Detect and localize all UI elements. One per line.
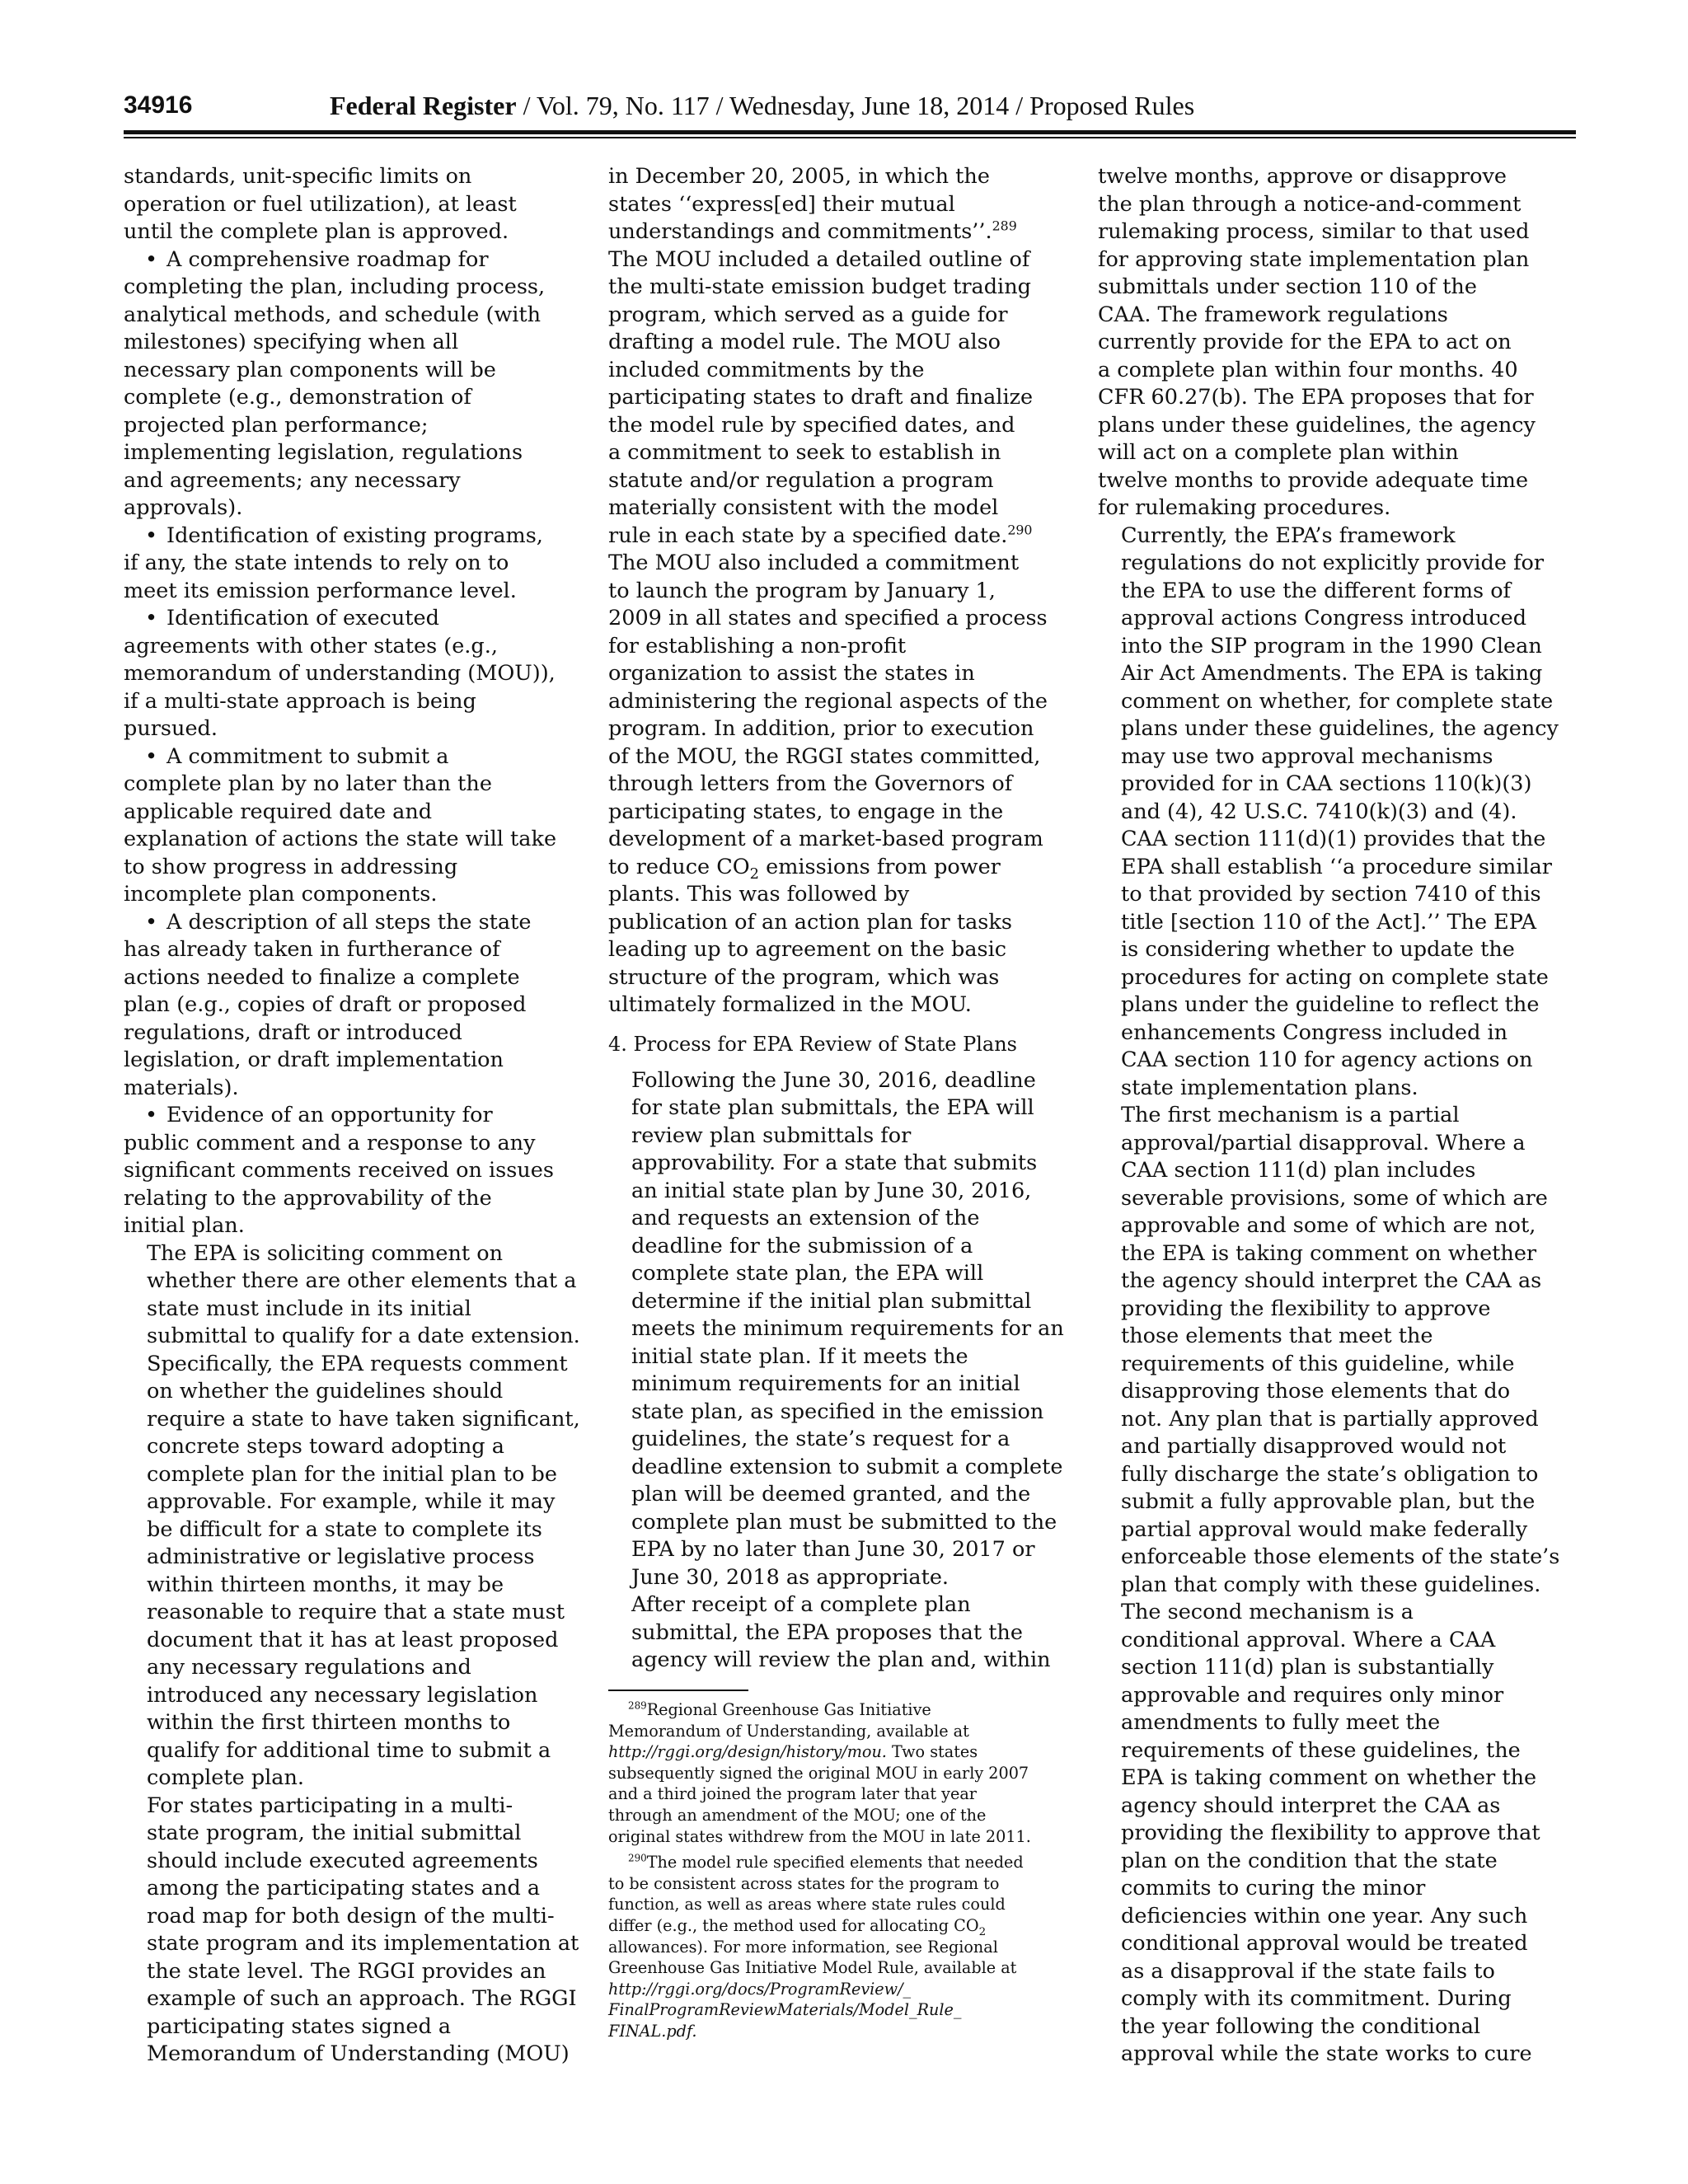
text-line: whether there are other elements that a xyxy=(147,1268,577,1293)
footnote-link[interactable]: http://rggi.org/docs/ProgramReview/_ xyxy=(608,1979,912,1999)
text-line: CAA section 111(d) plan includes xyxy=(1121,1158,1476,1183)
text-line: state program, the initial submittal xyxy=(147,1821,522,1845)
text-line: submittal to qualify for a date extension. xyxy=(147,1324,580,1348)
text-line: explanation of actions the state will take xyxy=(124,827,557,851)
text-line: will act on a complete plan within xyxy=(1098,440,1459,465)
text-line: amendments to fully meet the xyxy=(1121,1710,1441,1735)
journal-title: Federal Register xyxy=(330,91,517,120)
text-line: partial approval would make federally xyxy=(1121,1516,1528,1542)
text-line: complete plan. xyxy=(147,1765,305,1790)
text-line: plan on the condition that the state xyxy=(1121,1848,1498,1873)
text-line: initial state plan. If it meets the xyxy=(631,1343,968,1369)
text-line: agreements with other states (e.g., xyxy=(124,633,498,658)
text-line: reasonable to require that a state must xyxy=(147,1600,565,1624)
text-line: pursued. xyxy=(124,716,218,741)
text-line: enhancements Congress included in xyxy=(1121,1019,1508,1045)
footnote-link[interactable]: FinalProgramReviewMaterials/Model_Rule_ xyxy=(608,2000,962,2020)
text-line: administrative or legislative process xyxy=(147,1544,535,1569)
text-line: approvals). xyxy=(124,495,243,520)
footnote-separator xyxy=(608,1690,748,1691)
text-line: plans under the guideline to reflect the xyxy=(1121,992,1540,1017)
footnote-link[interactable]: FINAL.pdf. xyxy=(608,2021,697,2041)
text-line: projected plan performance; xyxy=(124,412,429,438)
text-line: CFR 60.27(b). The EPA proposes that for xyxy=(1098,385,1534,410)
list-item xyxy=(124,523,590,606)
text-line: The second mechanism is a xyxy=(1121,1600,1414,1624)
paragraph xyxy=(1098,523,1564,1103)
text-line: as a disapproval if the state fails to xyxy=(1121,1958,1495,1984)
text-line: complete (e.g., demonstration of xyxy=(124,385,471,410)
text-line: review plan submittals for xyxy=(631,1122,912,1148)
text-line: minimum requirements for an initial xyxy=(631,1371,1020,1396)
text-line: deficiencies within one year. Any such xyxy=(1121,1903,1528,1929)
text-line: Currently, the EPA’s framework xyxy=(1121,523,1456,548)
text-line: memorandum of understanding (MOU)), xyxy=(124,661,556,686)
text-line: for state plan submittals, the EPA will xyxy=(631,1095,1034,1120)
text-line: among the participating states and a xyxy=(147,1876,541,1900)
issue-details: / Vol. 79, No. 117 / Wednesday, June 18, 2014 / Proposed Rules xyxy=(516,91,1195,120)
paragraph xyxy=(1098,1599,1564,2069)
list-item xyxy=(124,743,590,909)
requirements-list xyxy=(124,246,590,1240)
text-line: state program and its implementation at xyxy=(147,1931,579,1956)
list-item xyxy=(124,909,590,1103)
footnote-289: $^{289}$Regional Greenhouse Gas Initiative Memorandum of Understanding, available at http://rggi.org/design/history/mou. Two states subsequently signed the original MOU in early 2007 and a third joined the program later that year through an amendment of the MOU; one of the original states withdrew from the MOU in late 2011. xyxy=(608,1699,1031,1846)
page-number: 34916 xyxy=(124,91,193,119)
text-line: be difficult for a state to complete its xyxy=(147,1516,542,1542)
text-line: plan (e.g., copies of draft or proposed xyxy=(124,992,527,1017)
text-line: approval while the state works to cure xyxy=(1121,2041,1532,2066)
text-line: within the first thirteen months to xyxy=(147,1710,511,1735)
footnote-ref-290[interactable]: 290 xyxy=(1007,522,1033,537)
text-line: standards, unit-specific limits on xyxy=(124,164,472,189)
text-line: those elements that meet the xyxy=(1121,1324,1433,1348)
paragraph xyxy=(124,163,590,246)
text-line: comment on whether, for complete state xyxy=(1121,688,1554,714)
text-line: concrete steps toward adopting a xyxy=(147,1434,504,1459)
text-line: participating states signed a xyxy=(147,2013,452,2039)
text-line: requirements of these guidelines, the xyxy=(1121,1737,1521,1763)
text-line: relating to the approvability of the xyxy=(124,1185,492,1211)
text-line: disapproving those elements that do xyxy=(1121,1379,1511,1404)
text-line: conditional approval. Where a CAA xyxy=(1121,1627,1496,1652)
bullet-line: • Identification of executed xyxy=(124,605,590,633)
text-line: submittals under section 110 of the xyxy=(1098,274,1477,299)
footnote-number: 290 xyxy=(628,1852,647,1864)
text-line: Following the June 30, 2016, deadline xyxy=(631,1067,1036,1093)
text-line: public comment and a response to any xyxy=(124,1130,536,1155)
text-line: approvable and requires only minor xyxy=(1121,1682,1504,1708)
bullet-line: • A commitment to submit a xyxy=(124,743,590,771)
text-line: the year following the conditional xyxy=(1121,2013,1481,2039)
text-line: to that provided by section 7410 of this xyxy=(1121,882,1541,907)
text-line: complete plan by no later than the xyxy=(124,771,492,796)
bullet-line: • A comprehensive roadmap for xyxy=(124,246,590,274)
text-line: regulations, draft or introduced xyxy=(124,1019,462,1045)
text-line: road map for both design of the multi- xyxy=(147,1903,555,1929)
text-line: meets the minimum requirements for an xyxy=(631,1316,1064,1341)
text-line: approvability. For a state that submits xyxy=(631,1151,1038,1175)
text-line: the state level. The RGGI provides an xyxy=(147,1958,546,1984)
text-line: requirements of this guideline, while xyxy=(1121,1351,1515,1376)
text-line: to show progress in addressing xyxy=(124,854,458,879)
text-line: applicable required date and xyxy=(124,799,433,824)
text-line: deadline for the submission of a xyxy=(631,1233,973,1258)
text-line: the agency should interpret the CAA as xyxy=(1121,1268,1542,1293)
text-line: severable provisions, some of which are xyxy=(1121,1185,1548,1211)
text-line: completing the plan, including process, xyxy=(124,274,546,299)
text-line: materials). xyxy=(124,1075,239,1100)
text-line: regulations do not explicitly provide for xyxy=(1121,551,1545,575)
text-line: operation or fuel utilization), at least xyxy=(124,191,517,217)
page-header xyxy=(124,89,1576,130)
paragraph xyxy=(1098,1102,1564,1599)
column-3 xyxy=(1098,163,1564,2069)
text-line: plan that comply with these guidelines. xyxy=(1121,1572,1541,1597)
paragraph xyxy=(124,1240,590,1793)
text-line: example of such an approach. The RGGI xyxy=(147,1986,577,2011)
text-line: into the SIP program in the 1990 Clean xyxy=(1121,633,1542,658)
text-line: incomplete plan components. xyxy=(124,882,438,907)
text-line: any necessary regulations and xyxy=(147,1655,471,1680)
text-line: The EPA is soliciting comment on xyxy=(147,1240,504,1266)
text-line: deadline extension to submit a complete xyxy=(631,1454,1063,1479)
text-line: the plan through a notice-and-comment xyxy=(1098,191,1522,217)
text-line: agency should interpret the CAA as xyxy=(1121,1793,1501,1818)
text-line: significant comments received on issues xyxy=(124,1158,554,1183)
text-line: meet its emission performance level. xyxy=(124,578,517,603)
text-line: enforceable those elements of the state’s xyxy=(1121,1544,1560,1569)
text-line: qualify for additional time to submit a xyxy=(147,1737,551,1763)
text-line: on whether the guidelines should xyxy=(147,1379,504,1404)
text-line: should include executed agreements xyxy=(147,1848,538,1873)
list-item xyxy=(124,246,590,523)
text-line: actions needed to finalize a complete xyxy=(124,964,520,990)
column-1 xyxy=(124,163,590,2069)
text-line: commits to curing the minor xyxy=(1121,1876,1426,1900)
paragraph xyxy=(608,1591,1075,1675)
text-line: fully discharge the state’s obligation to xyxy=(1121,1461,1539,1487)
text-line: the EPA is taking comment on whether xyxy=(1121,1240,1537,1266)
text-line: providing the flexibility to approve that xyxy=(1121,1821,1540,1845)
text-line: milestones) specifying when all xyxy=(124,330,459,354)
text-line: approval/partial disapproval. Where a xyxy=(1121,1130,1526,1155)
header-rule-thick xyxy=(124,130,1576,134)
column-2 xyxy=(608,163,1075,1675)
text-line: if a multi-state approach is being xyxy=(124,688,476,714)
text-line: plans under these guidelines, the agency xyxy=(1121,716,1559,741)
text-line: agency will review the plan and, within xyxy=(631,1647,1051,1672)
text-line: Air Act Amendments. The EPA is taking xyxy=(1121,661,1543,686)
text-line: state implementation plans. xyxy=(1121,1075,1418,1100)
text-line: for approving state implementation plan xyxy=(1098,246,1530,272)
bullet-line: • A description of all steps the state xyxy=(124,909,590,937)
text-line: plan will be deemed granted, and the xyxy=(631,1482,1031,1507)
paragraph xyxy=(124,1793,590,2069)
text-line: necessary plan components will be xyxy=(124,357,496,382)
text-line: conditional approval would be treated xyxy=(1121,1931,1528,1956)
text-line: until the complete plan is approved. xyxy=(124,219,509,244)
text-line: within thirteen months, it may be xyxy=(147,1572,504,1597)
text-line: not. Any plan that is partially approved xyxy=(1121,1406,1539,1432)
text-line: legislation, or draft implementation xyxy=(124,1047,504,1072)
footnote-number: 289 xyxy=(628,1699,647,1712)
text-line: title [section 110 of the Act].’’ The EPA xyxy=(1121,909,1537,935)
text-line: introduced any necessary legislation xyxy=(147,1682,538,1708)
text-line: currently provide for the EPA to act on xyxy=(1098,330,1512,354)
text-line: and (4), 42 U.S.C. 7410(k)(3) and (4). xyxy=(1121,799,1517,824)
text-line: EPA shall establish ‘‘a procedure similar xyxy=(1121,854,1552,879)
text-line: After receipt of a complete plan xyxy=(631,1592,971,1617)
text-line: June 30, 2018 as appropriate. xyxy=(631,1564,950,1590)
footnote-link[interactable]: http://rggi.org/design/history/mou. xyxy=(608,1742,887,1762)
text-line: submittal, the EPA proposes that the xyxy=(631,1619,1023,1645)
text-line: has already taken in furtherance of xyxy=(124,937,500,962)
text-line: require a state to have taken significant, xyxy=(147,1406,580,1432)
text-line: complete plan must be submitted to the xyxy=(631,1509,1057,1535)
text-line: rulemaking process, similar to that used xyxy=(1098,219,1530,244)
text-line: procedures for acting on complete state xyxy=(1121,964,1549,990)
paragraph xyxy=(1098,163,1564,523)
text-line: section 111(d) plan is substantially xyxy=(1121,1655,1494,1680)
text-line: state must include in its initial xyxy=(147,1296,471,1321)
text-line: comply with its commitment. During xyxy=(1121,1986,1512,2011)
text-line: CAA section 110 for agency actions on xyxy=(1121,1047,1533,1072)
text-line: complete state plan, the EPA will xyxy=(631,1261,984,1286)
footnote-ref-289[interactable]: 289 xyxy=(992,218,1017,234)
text-line: document that it has at least proposed xyxy=(147,1627,559,1652)
text-line: guidelines, the state’s request for a xyxy=(631,1427,1010,1451)
text-line: CAA. The framework regulations xyxy=(1098,302,1448,327)
footnote-290: $^{290}$The model rule specified elements that needed to be consistent across states for the program to function, as well as areas where state rules could differ (e.g., the method used for allocating $CO_2$ allowances). For more information, see Regional Greenhouse Gas Initiative Model Rule, available at http://rggi.org/docs/ProgramReview/_ FinalProgramReviewMaterials/Model_Rule_ FINAL.pdf. xyxy=(608,1852,1024,2041)
text-line: submit a fully approvable plan, but the xyxy=(1121,1489,1536,1514)
text-line: a complete plan within four months. 40 xyxy=(1098,357,1518,382)
text-line: state plan, as specified in the emission xyxy=(631,1399,1044,1424)
text-line: the EPA to use the different forms of xyxy=(1121,578,1511,603)
header-rule-thin xyxy=(124,137,1576,138)
text-line: is considering whether to update the xyxy=(1121,937,1515,962)
text-line: analytical methods, and schedule (with xyxy=(124,302,542,327)
text-line: and partially disapproved would not xyxy=(1121,1434,1507,1459)
footnotes xyxy=(608,1699,1075,2047)
text-line: The first mechanism is a partial xyxy=(1121,1103,1460,1127)
text-line: EPA is taking comment on whether the xyxy=(1121,1765,1537,1790)
text-line: determine if the initial plan submittal xyxy=(631,1288,1032,1314)
text-line: an initial state plan by June 30, 2016, xyxy=(631,1178,1032,1203)
text-line: and requests an extension of the xyxy=(631,1206,980,1230)
paragraph xyxy=(608,1067,1075,1592)
list-item xyxy=(124,605,590,743)
text-line: provided for in CAA sections 110(k)(3) xyxy=(1121,771,1532,796)
list-item xyxy=(124,1102,590,1240)
text-line: twelve months, approve or disapprove xyxy=(1098,164,1507,189)
text-line: CAA section 111(d)(1) provides that the xyxy=(1121,827,1546,851)
text-line: approval actions Congress introduced xyxy=(1121,606,1527,630)
masthead xyxy=(330,89,1194,122)
text-line: for rulemaking procedures. xyxy=(1098,495,1391,520)
text-line: approvable and some of which are not, xyxy=(1121,1213,1536,1238)
text-line: twelve months to provide adequate time xyxy=(1098,467,1529,493)
text-line: approvable. For example, while it may xyxy=(147,1489,556,1514)
text-line: providing the flexibility to approve xyxy=(1121,1296,1491,1321)
text-line: and agreements; any necessary xyxy=(124,467,461,493)
text-line: initial plan. xyxy=(124,1213,245,1238)
text-line: Specifically, the EPA requests comment xyxy=(147,1351,568,1376)
text-line: complete plan for the initial plan to be xyxy=(147,1461,557,1487)
text-line: For states participating in a multi- xyxy=(147,1793,513,1818)
text-line: plans under these guidelines, the agency xyxy=(1098,412,1536,438)
text-line: if any, the state intends to rely on to xyxy=(124,551,509,575)
text-line: may use two approval mechanisms xyxy=(1121,743,1493,769)
text-line: implementing legislation, regulations xyxy=(124,440,523,465)
bullet-line: • Identification of existing programs, xyxy=(124,523,590,551)
paragraph: in December 20, 2005, in which the states ‘‘express[ed] their mutual understandings and commitments’’.$^{289}$ The MOU included a detailed outline of the multi-state emission budget trading program, which served as a guide for drafting a model rule. The MOU also included commitments by the participating states to draft and finalize the model rule by specified dates, and a commitment to seek to establish in statute and/or regulation a program materially consistent with the model rule in each state by a specified date.$^{290}$ The MOU also included a commitment to launch the program by January 1, 2009 in all states and specified a process for establishing a non-profit organization to assist the states in administering the regional aspects of the program. In addition, prior to execution of the MOU, the RGGI states committed, through letters from the Governors of participating states, to engage in the development of a market-based program to reduce $CO_2$ emissions from power plants. This was followed by publication of an action plan for tasks leading up to agreement on the basic structure of the program, which was ultimately formalized in the MOU. xyxy=(608,164,1048,1017)
text-line: EPA by no later than June 30, 2017 or xyxy=(631,1537,1035,1562)
section-heading: 4. Process for EPA Review of State Plans xyxy=(608,1032,1017,1056)
bullet-line: • Evidence of an opportunity for xyxy=(124,1102,590,1130)
text-line: Memorandum of Understanding (MOU) xyxy=(147,2041,570,2066)
